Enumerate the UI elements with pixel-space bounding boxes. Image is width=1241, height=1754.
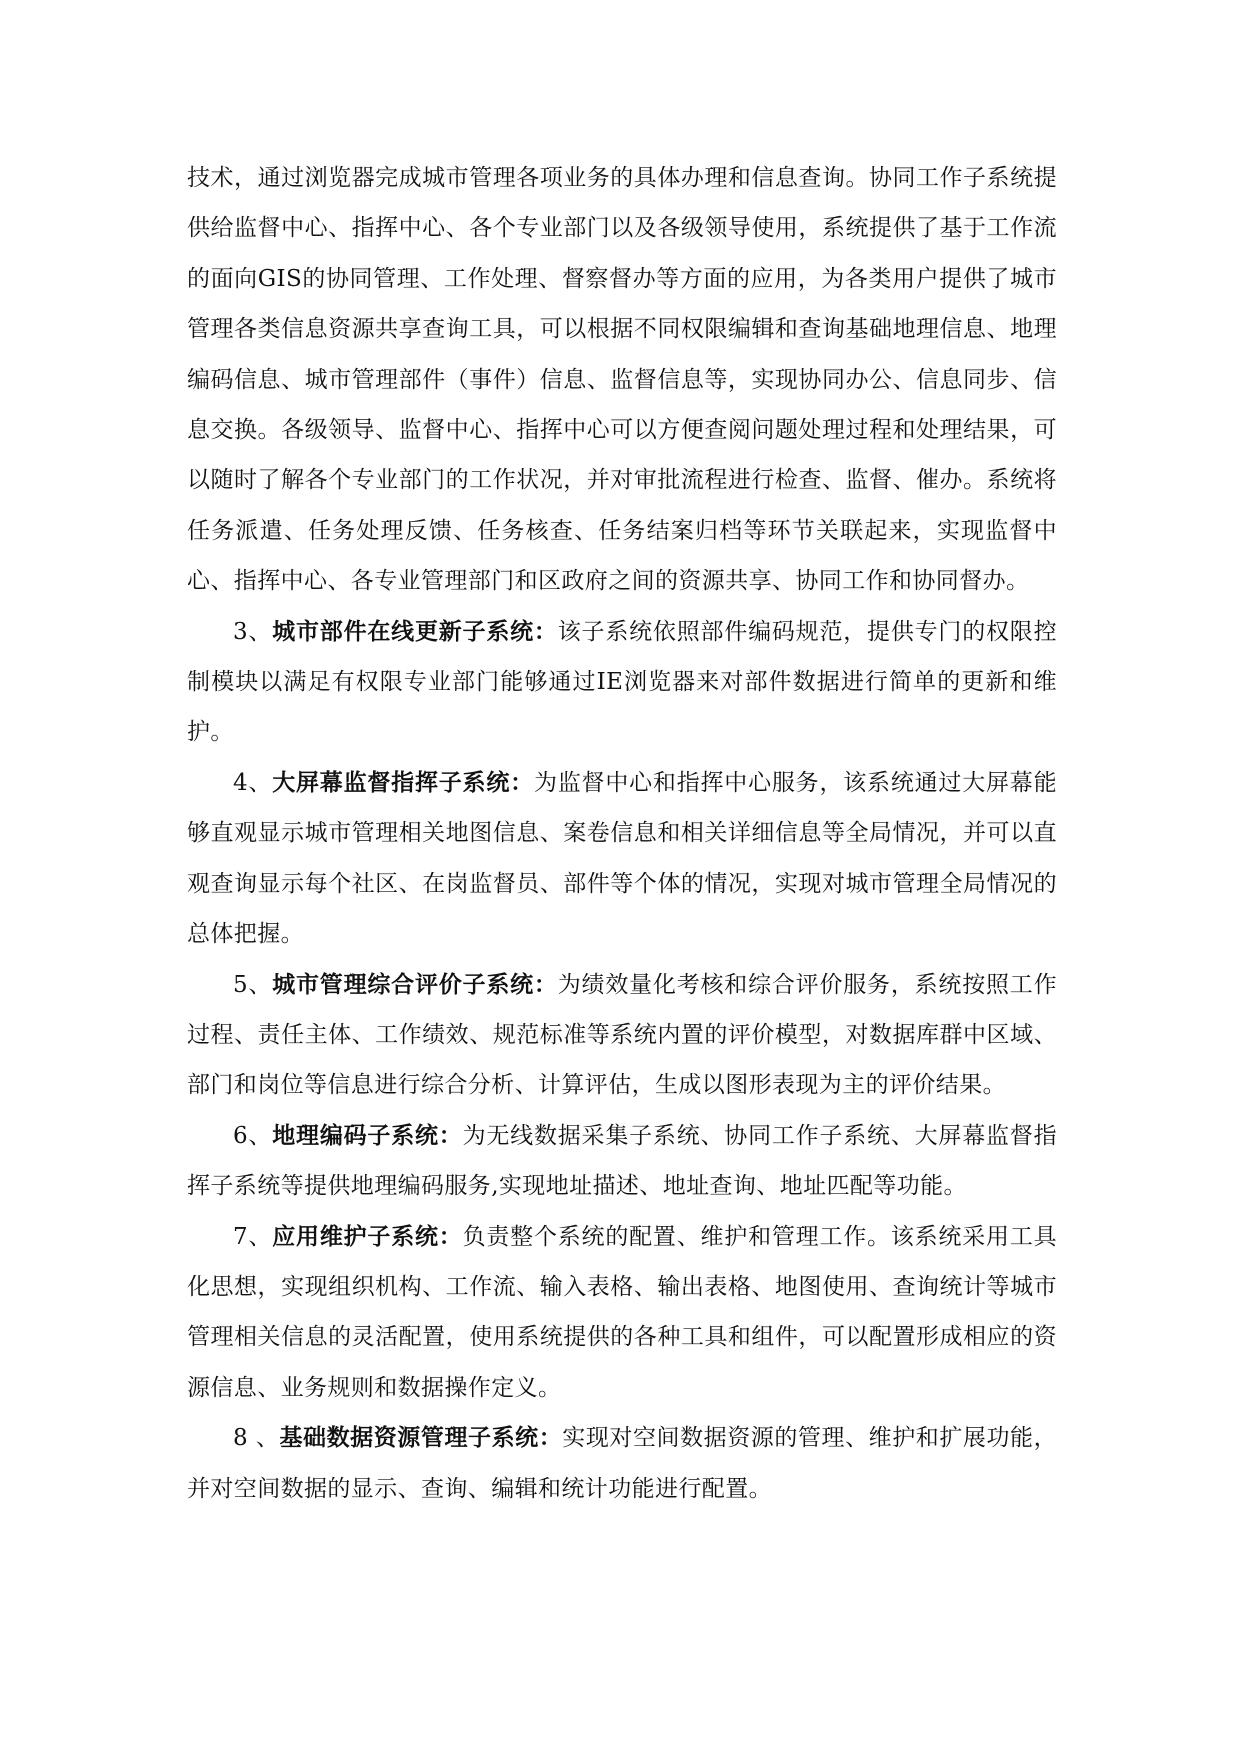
paragraph-text: 为监督中心和指挥中心服务，该系统通过大屏幕能够直观显示城市管理相关地图信息、案卷信息和相关详细信息等全局情况，并可以直观查询显示每个社区、在岗监督员、部件等个体的情况，实现对城市管理全局情况的总体把握。 [187,769,1057,948]
paragraph-heading: 基础数据资源管理子系统： [279,1424,563,1452]
paragraph-text: 为绩效量化考核和综合评价服务，系统按照工作过程、责任主体、工作绩效、规范标准等系统内置的评价模型，对数据库群中区域、部门和岗位等信息进行综合分析、计算评估，生成以图形表现为主的评价结果。 [187,971,1057,1099]
paragraph-base-data [187,1413,1057,1514]
paragraph-component-update [187,607,1057,758]
paragraph-number: 4、 [233,769,273,796]
paragraph-text: 负责整个系统的配置、维护和管理工作。该系统采用工具化思想，实现组织机构、工作流、输入表格、输出表格、地图使用、查询统计等城市管理相关信息的灵活配置，使用系统提供的各种工具和组件，可以配置形成相应的资源信息、业务规则和数据操作定义。 [187,1223,1058,1401]
paragraph-app-maintenance [187,1212,1057,1414]
document-body [187,153,1057,1514]
paragraph-heading: 应用维护子系统： [272,1222,463,1250]
paragraph-number: 3、 [233,618,273,645]
paragraph-number: 8 、 [233,1425,280,1452]
paragraph-heading: 城市部件在线更新子系统： [272,617,558,645]
paragraph-text: 技术，通过浏览器完成城市管理各项业务的具体办理和信息查询。协同工作子系统提供给监督中心、指挥中心、各个专业部门以及各级领导使用，系统提供了基于工作流的面向GIS的协同管理、工作处理、督察督办等方面的应用，为各类用户提供了城市管理各类信息资源共享查询工具，可以根据不同权限编辑和查询基础地理信息、地理编码信息、城市管理部件（事件）信息、监督信息等，实现协同办公、信息同步、信息交换。各级领导、监督中心、指挥中心可以方便查阅问题处理过程和处理结果，可以随时了解各个专业部门的工作状况，并对审批流程进行检查、监督、催办。系统将任务派遣、任务处理反馈、任务核查、任务结案归档等环节关联起来，实现监督中心、指挥中心、各专业管理部门和区政府之间的资源共享、协同工作和协同督办。 [187,165,1057,595]
paragraph-heading: 大屏幕监督指挥子系统： [272,768,534,796]
paragraph-number: 7、 [233,1223,273,1250]
paragraph-text: 为无线数据采集子系统、协同工作子系统、大屏幕监督指挥子系统等提供地理编码服务,实现地址描述、地址查询、地址匹配等功能。 [187,1122,1058,1200]
paragraph-big-screen [187,758,1057,960]
paragraph-number: 5、 [233,971,273,998]
paragraph-heading: 地理编码子系统： [272,1121,463,1149]
paragraph-evaluation [187,960,1057,1111]
paragraph-collaborative-work [187,153,1057,607]
paragraph-heading: 城市管理综合评价子系统： [272,970,558,998]
paragraph-geocoding [187,1111,1057,1212]
paragraph-text: 实现对空间数据资源的管理、维护和扩展功能，并对空间数据的显示、查询、编辑和统计功能进行配置。 [187,1425,1057,1502]
paragraph-number: 6、 [233,1122,273,1149]
paragraph-text: 该子系统依照部件编码规范，提供专门的权限控制模块以满足有权限专业部门能够通过IE浏览器来对部件数据进行简单的更新和维护。 [187,618,1057,746]
